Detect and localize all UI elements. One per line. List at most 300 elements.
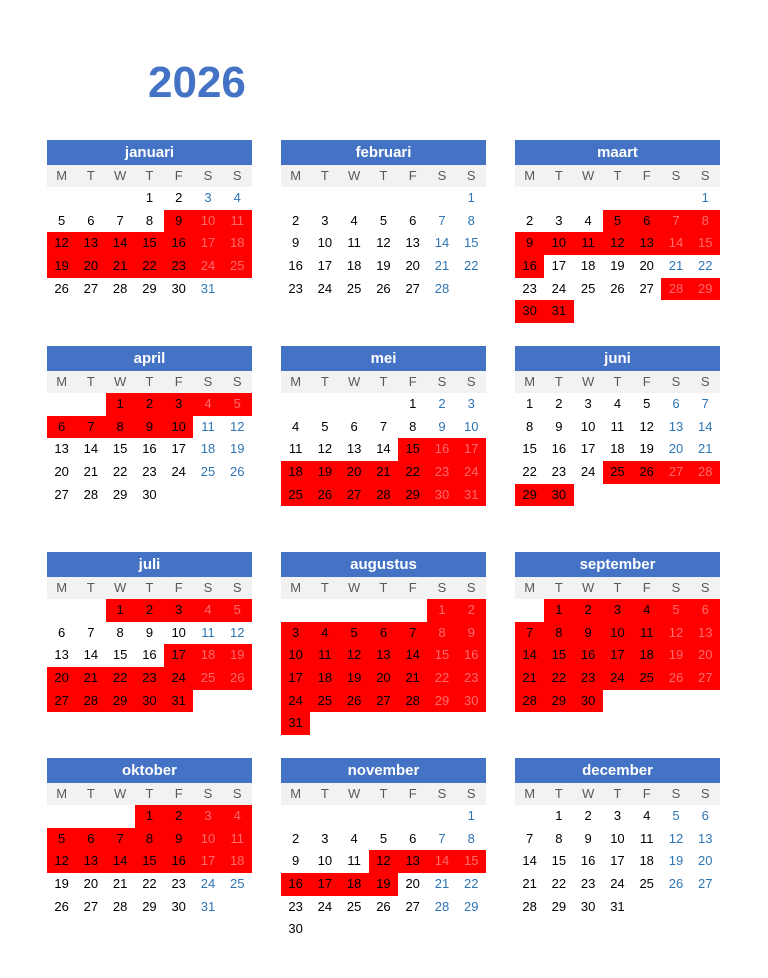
month-name: juli: [47, 552, 252, 577]
day-cell: 13: [398, 850, 427, 873]
day-cell: 23: [135, 667, 164, 690]
empty-day-cell: [340, 393, 369, 416]
day-cell: 8: [544, 622, 573, 645]
weekday-label: F: [174, 580, 183, 595]
weekday-label: T: [320, 786, 329, 801]
day-cell: 27: [639, 280, 654, 296]
week-row: [281, 873, 486, 896]
month-name: november: [281, 758, 486, 783]
day-cell: 21: [434, 258, 450, 274]
day-cell: 21: [668, 258, 684, 274]
day-cell: 10: [580, 418, 596, 434]
day-cell: 8: [467, 212, 475, 228]
day-cell: 2: [135, 599, 164, 622]
week-row: [47, 438, 252, 461]
week-row: [515, 187, 720, 210]
day-cell: 3: [584, 396, 592, 411]
empty-day-cell: [369, 712, 398, 735]
week-row: [47, 255, 252, 278]
empty-day-cell: [574, 187, 603, 210]
day-cell: 14: [522, 853, 537, 869]
week-row: [281, 805, 486, 828]
weekday-label: T: [86, 374, 95, 389]
weekday-label: S: [437, 786, 447, 801]
day-cell: 4: [233, 190, 241, 205]
day-cell: 1: [544, 599, 573, 622]
empty-day-cell: [515, 599, 544, 622]
empty-day-cell: [457, 278, 486, 301]
day-cell: 25: [200, 464, 216, 480]
empty-day-cell: [340, 599, 369, 622]
day-cell: 30: [171, 280, 186, 296]
day-cell: 14: [376, 441, 391, 457]
empty-day-cell: [76, 187, 105, 210]
day-cell: 4: [193, 599, 222, 622]
day-cell: 6: [350, 418, 358, 434]
week-row: [281, 438, 486, 461]
week-row: [515, 438, 720, 461]
day-cell: 2: [438, 396, 446, 411]
empty-day-cell: [106, 187, 135, 210]
weekday-label: S: [232, 580, 242, 595]
week-row: [515, 690, 720, 713]
day-cell: 17: [580, 441, 596, 457]
day-grid: [47, 187, 252, 300]
weekday-label: S: [203, 168, 213, 183]
weekday-label: S: [700, 580, 710, 595]
day-cell: 2: [164, 805, 193, 828]
day-cell: 1: [555, 808, 563, 823]
day-cell: 6: [47, 416, 76, 439]
day-cell: 11: [201, 418, 215, 434]
day-cell: 25: [310, 690, 339, 713]
weekday-header: [281, 165, 486, 187]
day-cell: 14: [398, 644, 427, 667]
day-cell: 25: [229, 876, 245, 892]
day-cell: 2: [526, 212, 534, 228]
day-cell: 29: [551, 898, 567, 914]
month-mei: [281, 346, 486, 506]
day-cell: 7: [438, 830, 446, 846]
week-row: [515, 278, 720, 301]
day-cell: 17: [317, 258, 333, 274]
day-cell: 8: [145, 212, 154, 228]
day-cell: 14: [106, 850, 135, 873]
empty-day-cell: [47, 805, 76, 828]
day-cell: 4: [643, 808, 651, 823]
day-cell: 5: [58, 212, 66, 228]
day-cell: 24: [580, 464, 596, 480]
month-name: april: [47, 346, 252, 371]
weekday-label: F: [174, 168, 183, 183]
day-cell: 29: [691, 278, 720, 301]
day-cell: 11: [632, 622, 661, 645]
day-grid: [47, 805, 252, 918]
weekday-label: M: [56, 786, 68, 801]
day-cell: 16: [551, 441, 567, 457]
weekday-label: S: [671, 168, 681, 183]
day-cell: 17: [281, 667, 310, 690]
empty-day-cell: [691, 896, 720, 919]
day-cell: 27: [54, 486, 69, 502]
day-cell: 22: [427, 667, 456, 690]
day-cell: 2: [292, 830, 300, 846]
day-cell: 12: [603, 232, 632, 255]
day-grid: [515, 187, 720, 323]
day-cell: 9: [555, 418, 563, 434]
day-cell: 26: [54, 280, 69, 296]
weekday-label: W: [582, 786, 595, 801]
weekday-label: W: [114, 580, 127, 595]
day-cell: 9: [574, 622, 603, 645]
day-cell: 16: [427, 438, 456, 461]
day-cell: 9: [438, 418, 446, 434]
day-cell: 16: [457, 644, 486, 667]
month-name: januari: [47, 140, 252, 165]
day-cell: 30: [580, 898, 596, 914]
weekday-label: T: [379, 786, 388, 801]
day-cell: 22: [398, 461, 427, 484]
day-cell: 28: [83, 486, 99, 502]
empty-day-cell: [281, 393, 310, 416]
day-cell: 11: [610, 418, 625, 434]
day-cell: 16: [164, 850, 193, 873]
week-row: [47, 416, 252, 439]
day-grid: [47, 393, 252, 506]
weekday-header: [47, 577, 252, 599]
day-cell: 2: [584, 808, 592, 823]
day-cell: 20: [83, 876, 99, 892]
weekday-label: S: [466, 580, 476, 595]
day-cell: 22: [463, 876, 479, 892]
weekday-label: T: [145, 374, 154, 389]
day-cell: 22: [112, 464, 128, 480]
day-cell: 28: [661, 278, 690, 301]
empty-day-cell: [369, 918, 398, 941]
empty-day-cell: [281, 187, 310, 210]
empty-day-cell: [76, 805, 105, 828]
day-cell: 25: [603, 461, 632, 484]
day-cell: 27: [83, 898, 99, 914]
weekday-label: F: [408, 374, 417, 389]
day-cell: 3: [204, 190, 212, 205]
day-cell: 24: [457, 461, 486, 484]
day-cell: 19: [229, 441, 245, 457]
weekday-label: S: [232, 168, 242, 183]
day-grid: [281, 599, 486, 735]
day-cell: 13: [54, 441, 69, 457]
empty-day-cell: [193, 690, 222, 713]
weekday-header: [281, 783, 486, 805]
day-cell: 9: [164, 828, 193, 851]
month-name: september: [515, 552, 720, 577]
weekday-label: F: [174, 786, 183, 801]
day-cell: 13: [697, 830, 713, 846]
day-cell: 17: [193, 232, 222, 255]
day-cell: 25: [346, 280, 362, 296]
day-cell: 23: [164, 255, 193, 278]
day-cell: 18: [223, 232, 252, 255]
day-cell: 24: [317, 898, 333, 914]
day-cell: 18: [310, 667, 339, 690]
weekday-label: T: [320, 168, 329, 183]
day-cell: 12: [340, 644, 369, 667]
empty-day-cell: [398, 187, 427, 210]
day-cell: 30: [457, 690, 486, 713]
weekday-header: [515, 783, 720, 805]
week-row: [47, 828, 252, 851]
day-cell: 22: [463, 258, 479, 274]
day-cell: 26: [632, 461, 661, 484]
empty-day-cell: [691, 300, 720, 323]
empty-day-cell: [574, 300, 603, 323]
day-cell: 8: [116, 624, 124, 640]
empty-day-cell: [398, 918, 427, 941]
day-cell: 1: [145, 190, 154, 205]
day-cell: 10: [317, 853, 333, 869]
week-row: [515, 873, 720, 896]
day-cell: 22: [522, 464, 537, 480]
day-cell: 7: [116, 212, 124, 228]
weekday-label: M: [290, 580, 302, 595]
empty-day-cell: [515, 805, 544, 828]
week-row: [47, 210, 252, 233]
day-cell: 21: [83, 464, 99, 480]
year-title: 2026: [148, 58, 246, 107]
day-cell: 27: [369, 690, 398, 713]
weekday-label: S: [232, 786, 242, 801]
weekday-header: [47, 371, 252, 393]
weekday-header: [515, 577, 720, 599]
week-row: [281, 393, 486, 416]
day-cell: 10: [317, 235, 333, 251]
empty-day-cell: [310, 805, 339, 828]
month-name: augustus: [281, 552, 486, 577]
day-cell: 19: [47, 255, 76, 278]
weekday-label: W: [348, 580, 361, 595]
weekday-label: M: [56, 168, 68, 183]
day-cell: 18: [580, 258, 596, 274]
day-cell: 31: [281, 712, 310, 735]
day-cell: 3: [603, 599, 632, 622]
weekday-label: S: [700, 374, 710, 389]
weekday-label: S: [437, 580, 447, 595]
weekday-label: T: [613, 168, 622, 183]
day-cell: 7: [438, 212, 446, 228]
week-row: [47, 393, 252, 416]
week-row: [515, 484, 720, 507]
day-cell: 10: [281, 644, 310, 667]
weekday-label: S: [466, 374, 476, 389]
day-cell: 15: [544, 644, 573, 667]
day-cell: 23: [574, 667, 603, 690]
day-cell: 11: [223, 210, 252, 233]
day-cell: 6: [632, 210, 661, 233]
day-cell: 13: [346, 441, 362, 457]
month-december: [515, 758, 720, 918]
day-cell: 20: [639, 258, 654, 274]
day-cell: 26: [661, 667, 690, 690]
week-row: [281, 850, 486, 873]
day-cell: 2: [175, 190, 183, 205]
day-cell: 13: [76, 232, 105, 255]
day-cell: 14: [83, 647, 99, 663]
day-cell: 6: [87, 212, 95, 228]
day-cell: 28: [398, 690, 427, 713]
empty-day-cell: [340, 805, 369, 828]
empty-day-cell: [76, 393, 105, 416]
weekday-label: S: [466, 168, 476, 183]
weekday-label: W: [114, 168, 127, 183]
day-cell: 9: [584, 830, 592, 846]
day-cell: 23: [427, 461, 456, 484]
day-cell: 16: [142, 647, 157, 663]
day-cell: 28: [515, 690, 544, 713]
day-cell: 8: [409, 418, 417, 434]
empty-day-cell: [106, 805, 135, 828]
day-cell: 8: [106, 416, 135, 439]
week-row: [515, 210, 720, 233]
day-cell: 9: [164, 210, 193, 233]
day-cell: 26: [668, 876, 684, 892]
day-cell: 19: [610, 258, 625, 274]
weekday-label: T: [554, 580, 563, 595]
day-cell: 19: [223, 644, 252, 667]
day-cell: 6: [76, 828, 105, 851]
day-cell: 7: [515, 622, 544, 645]
weekday-label: T: [145, 580, 154, 595]
day-cell: 6: [672, 396, 680, 411]
empty-day-cell: [632, 187, 661, 210]
day-cell: 2: [457, 599, 486, 622]
day-cell: 20: [697, 853, 713, 869]
month-februari: [281, 140, 486, 300]
day-cell: 28: [522, 898, 537, 914]
day-cell: 23: [288, 898, 303, 914]
day-cell: 15: [398, 438, 427, 461]
empty-day-cell: [632, 300, 661, 323]
day-cell: 9: [292, 853, 300, 869]
weekday-label: F: [642, 374, 651, 389]
day-cell: 5: [340, 622, 369, 645]
week-row: [515, 416, 720, 439]
day-cell: 5: [379, 830, 388, 846]
day-cell: 30: [288, 921, 303, 937]
week-row: [281, 828, 486, 851]
day-cell: 20: [76, 255, 105, 278]
day-cell: 8: [467, 830, 475, 846]
day-cell: 16: [574, 644, 603, 667]
empty-day-cell: [398, 805, 427, 828]
week-row: [47, 850, 252, 873]
day-cell: 26: [223, 667, 252, 690]
day-cell: 24: [193, 255, 222, 278]
weekday-label: S: [671, 374, 681, 389]
week-row: [515, 461, 720, 484]
day-cell: 3: [321, 212, 329, 228]
month-juli: [47, 552, 252, 712]
week-row: [281, 416, 486, 439]
day-cell: 24: [610, 876, 625, 892]
week-row: [281, 690, 486, 713]
empty-day-cell: [603, 484, 632, 507]
weekday-label: F: [408, 580, 417, 595]
week-row: [47, 805, 252, 828]
day-cell: 6: [701, 808, 709, 823]
day-cell: 16: [515, 255, 544, 278]
weekday-label: T: [145, 786, 154, 801]
day-cell: 25: [193, 667, 222, 690]
day-cell: 6: [58, 624, 66, 640]
day-cell: 24: [551, 280, 567, 296]
day-cell: 6: [691, 599, 720, 622]
empty-day-cell: [310, 918, 339, 941]
day-cell: 24: [164, 667, 193, 690]
day-cell: 9: [135, 416, 164, 439]
day-cell: 14: [515, 644, 544, 667]
day-cell: 26: [54, 898, 69, 914]
day-cell: 12: [639, 418, 654, 434]
empty-day-cell: [691, 484, 720, 507]
weekday-label: S: [671, 786, 681, 801]
day-cell: 3: [555, 212, 563, 228]
empty-day-cell: [427, 712, 456, 735]
day-cell: 19: [310, 461, 339, 484]
day-cell: 29: [142, 898, 157, 914]
week-row: [281, 232, 486, 255]
weekday-label: F: [642, 580, 651, 595]
day-cell: 5: [603, 210, 632, 233]
day-cell: 27: [661, 461, 690, 484]
day-cell: 14: [661, 232, 690, 255]
day-cell: 10: [171, 624, 186, 640]
empty-day-cell: [164, 484, 193, 507]
day-cell: 31: [200, 898, 216, 914]
day-cell: 11: [310, 644, 339, 667]
day-cell: 21: [398, 667, 427, 690]
day-cell: 2: [574, 599, 603, 622]
day-cell: 14: [697, 418, 713, 434]
day-cell: 31: [544, 300, 573, 323]
empty-day-cell: [544, 187, 573, 210]
day-cell: 1: [427, 599, 456, 622]
day-cell: 22: [135, 255, 164, 278]
day-cell: 14: [427, 850, 456, 873]
day-cell: 30: [142, 486, 157, 502]
weekday-label: S: [232, 374, 242, 389]
day-cell: 14: [106, 232, 135, 255]
week-row: [47, 690, 252, 713]
day-cell: 19: [668, 853, 684, 869]
day-cell: 22: [697, 258, 713, 274]
month-name: december: [515, 758, 720, 783]
month-name: oktober: [47, 758, 252, 783]
day-cell: 5: [321, 418, 329, 434]
weekday-label: M: [524, 786, 536, 801]
week-row: [281, 187, 486, 210]
day-cell: 1: [526, 396, 534, 411]
day-cell: 13: [668, 418, 684, 434]
day-cell: 29: [515, 484, 544, 507]
day-cell: 16: [164, 232, 193, 255]
day-cell: 5: [223, 393, 252, 416]
day-cell: 3: [164, 599, 193, 622]
day-cell: 31: [200, 280, 216, 296]
day-cell: 17: [171, 441, 186, 457]
day-cell: 24: [200, 876, 216, 892]
day-cell: 29: [463, 898, 479, 914]
day-cell: 25: [639, 876, 654, 892]
